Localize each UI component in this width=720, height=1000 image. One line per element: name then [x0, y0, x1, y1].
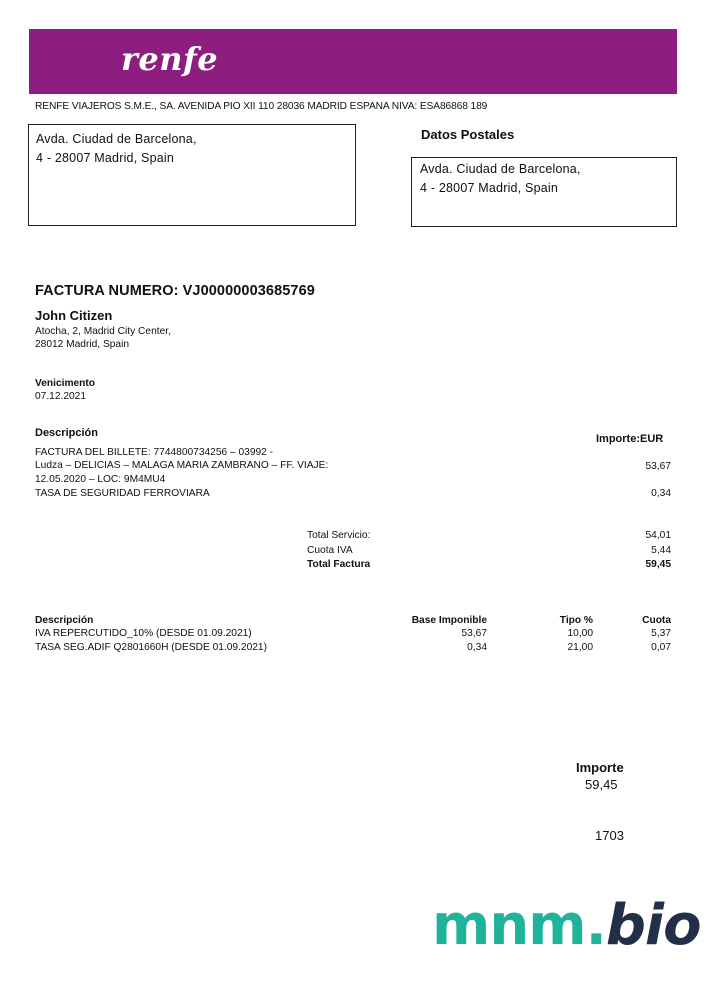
watermark-logo	[432, 893, 701, 958]
total-factura-value: 59,45	[645, 559, 671, 570]
items-description-label: Descripción	[35, 427, 98, 439]
customer-address-line1: Atocha, 2, Madrid City Center,	[35, 326, 171, 337]
watermark-part-2: bio	[605, 893, 701, 958]
tax-row-quota: 0,07	[651, 642, 671, 653]
watermark-part-1: mnm.	[432, 893, 606, 958]
tax-row-rate: 21,00	[567, 642, 593, 653]
invoice-number: FACTURA NUMERO: VJ00000003685769	[35, 283, 315, 299]
tax-row-quota: 5,37	[651, 628, 671, 639]
cuota-iva-value: 5,44	[651, 545, 671, 556]
total-factura-label: Total Factura	[307, 559, 371, 570]
item-line-3: 12.05.2020 – LOC: 9M4MU4	[35, 474, 166, 485]
customer-address-line2: 28012 Madrid, Spain	[35, 339, 130, 350]
item-amount-1: 53,67	[645, 461, 671, 472]
tax-header-rate: Tipo %	[559, 615, 593, 626]
item-line-4: TASA DE SEGURIDAD FERROVIARA	[35, 488, 210, 499]
postal-address-line1: Avda. Ciudad de Barcelona,	[420, 162, 581, 176]
postal-address-line2: 4 - 28007 Madrid, Spain	[420, 181, 559, 195]
company-info: RENFE VIAJEROS S.M.E., SA. AVENIDA PIO XII 110 28036 MADRID ESPANA NIVA: ESA86868 189	[35, 101, 488, 112]
final-amount-value: 59,45	[585, 777, 618, 792]
tax-header-base: Base Imponible	[411, 615, 487, 626]
renfe-logo: renfe	[121, 40, 219, 78]
tax-header-quota: Cuota	[642, 615, 671, 626]
total-servicio-value: 54,01	[645, 530, 671, 541]
tax-row-rate: 10,00	[567, 628, 593, 639]
due-date-value: 07.12.2021	[35, 391, 86, 402]
tax-row-base: 0,34	[467, 642, 487, 653]
tax-header-description: Descripción	[35, 615, 94, 626]
sender-address-line2: 4 - 28007 Madrid, Spain	[36, 151, 175, 165]
sender-address-box	[28, 124, 356, 226]
item-line-1: FACTURA DEL BILLETE: 7744800734256 – 03992 -	[35, 447, 274, 458]
postal-title: Datos Postales	[421, 127, 515, 142]
postal-address-box	[411, 157, 677, 227]
due-date-label: Venicimento	[35, 378, 96, 389]
cuota-iva-label: Cuota IVA	[307, 545, 353, 556]
tax-row-description: TASA SEG.ADIF Q2801660H (DESDE 01.09.2021)	[35, 642, 267, 653]
document-code: 1703	[595, 828, 624, 843]
final-amount-label: Importe	[576, 760, 624, 775]
tax-row-base: 53,67	[461, 628, 487, 639]
total-servicio-label: Total Servicio:	[307, 530, 371, 541]
item-line-2: Ludza – DELICIAS – MALAGA MARIA ZAMBRANO – FF. VIAJE:	[35, 460, 329, 471]
customer-address	[35, 325, 171, 351]
customer-name: John Citizen	[35, 308, 113, 323]
items-amount-label: Importe:EUR	[596, 433, 664, 445]
sender-address-line1: Avda. Ciudad de Barcelona,	[36, 132, 197, 146]
item-amount-2: 0,34	[651, 488, 671, 499]
tax-row-description: IVA REPERCUTIDO_10% (DESDE 01.09.2021)	[35, 628, 252, 639]
